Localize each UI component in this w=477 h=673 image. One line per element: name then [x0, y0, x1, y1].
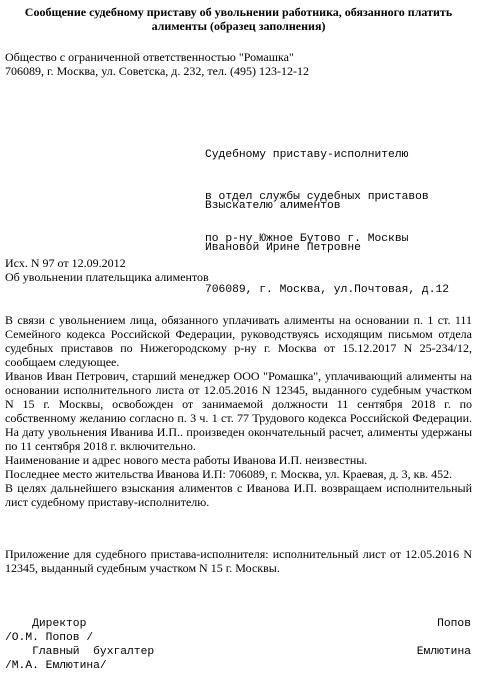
director-title: Директор [5, 618, 87, 630]
outgoing-block [5, 256, 209, 284]
document-title [0, 5, 477, 33]
body-paragraph-5: В целях дальнейшего взыскания алиментов с Иванова И.П. возвращаем исполнительный лист судебному приставу-исполнителю. [5, 481, 472, 509]
sender-name: Общество с ограниченной ответственностью "Ромашка" [5, 50, 294, 64]
body-paragraph-3: Наименование и адрес нового места работы Иванова И.П. неизвестны. [5, 453, 368, 467]
title-line-1: Сообщение судебному приставу об увольнении работника, обязанного платить [24, 5, 453, 19]
claimant-block [205, 171, 449, 311]
recipient-line-1: Судебному приставу-исполнителю [205, 149, 409, 161]
recipient-line-3: по р-ну Южное Бутово г. Москвы [205, 233, 409, 245]
letter-body [5, 313, 472, 509]
claimant-line-3: 706089, г. Москва, ул.Почтовая, д.12 [205, 284, 450, 296]
outgoing-subject: Об увольнении плательщика алиментов [5, 270, 209, 284]
body-paragraph-2: Иванов Иван Петрович, старший менеджер ООО "Ромашка", уплачивающий алименты на основании исполнительного листа от 12.05.2016 N 12345, выданного судебным участком N 15 г. Москвы, освобожден от занимаемой должности 11 сентября 2018 г. по собственному желанию согласно п. 3 ч. 1 ст. 77 Трудового кодекса Российской Федерации. На дату увольнения Иванива И.П.. произведен окончательный расчет, алименты удержаны по 11 сентября 2018 г. включительно. [5, 369, 472, 453]
sender-block [5, 50, 309, 78]
body-paragraph-4: Последнее место жительства Иванова И.П: 706089, г. Москва, ул. Краевая, д. 3, кв. 452. [5, 467, 453, 481]
director-signature: /О.М. Попов / [5, 632, 94, 644]
accountant-signature: /М.А. Емлютина/ [5, 660, 107, 672]
accountant-name: Емлютина [416, 646, 471, 658]
body-paragraph-1: В связи с увольнением лица, обязанного уплачивать алименты на основании п. 1 ст. 111 Семейного кодекса Российской Федерации, руководствуясь исходящим письмом отдела судебных приставов по Нижегородскому р-ну г. Москва от 15.12.2017 N 25-234/12, сообщаем следующее. [5, 313, 472, 369]
attachment-note: Приложение для судебного пристава-исполнителя: исполнительный лист от 12.05.2016 N 12345, выданный судебным участком N 15 г. Москвы. [5, 547, 472, 575]
director-name: Попов [437, 618, 471, 630]
accountant-title: Главный бухгалтер [5, 646, 155, 658]
recipient-line-2: в отдел службы судебных приставов [205, 191, 429, 203]
claimant-line-1: Взыскателю алиментов [205, 200, 341, 212]
outgoing-number: Исх. N 97 от 12.09.2012 [5, 256, 126, 270]
sender-address: 706089, г. Москва, ул. Советска, д. 232, тел. (495) 123-12-12 [5, 64, 309, 78]
claimant-line-2: Ивановой Ирине Петровне [205, 242, 361, 254]
title-line-2: алименты (образец заполнения) [151, 19, 326, 33]
